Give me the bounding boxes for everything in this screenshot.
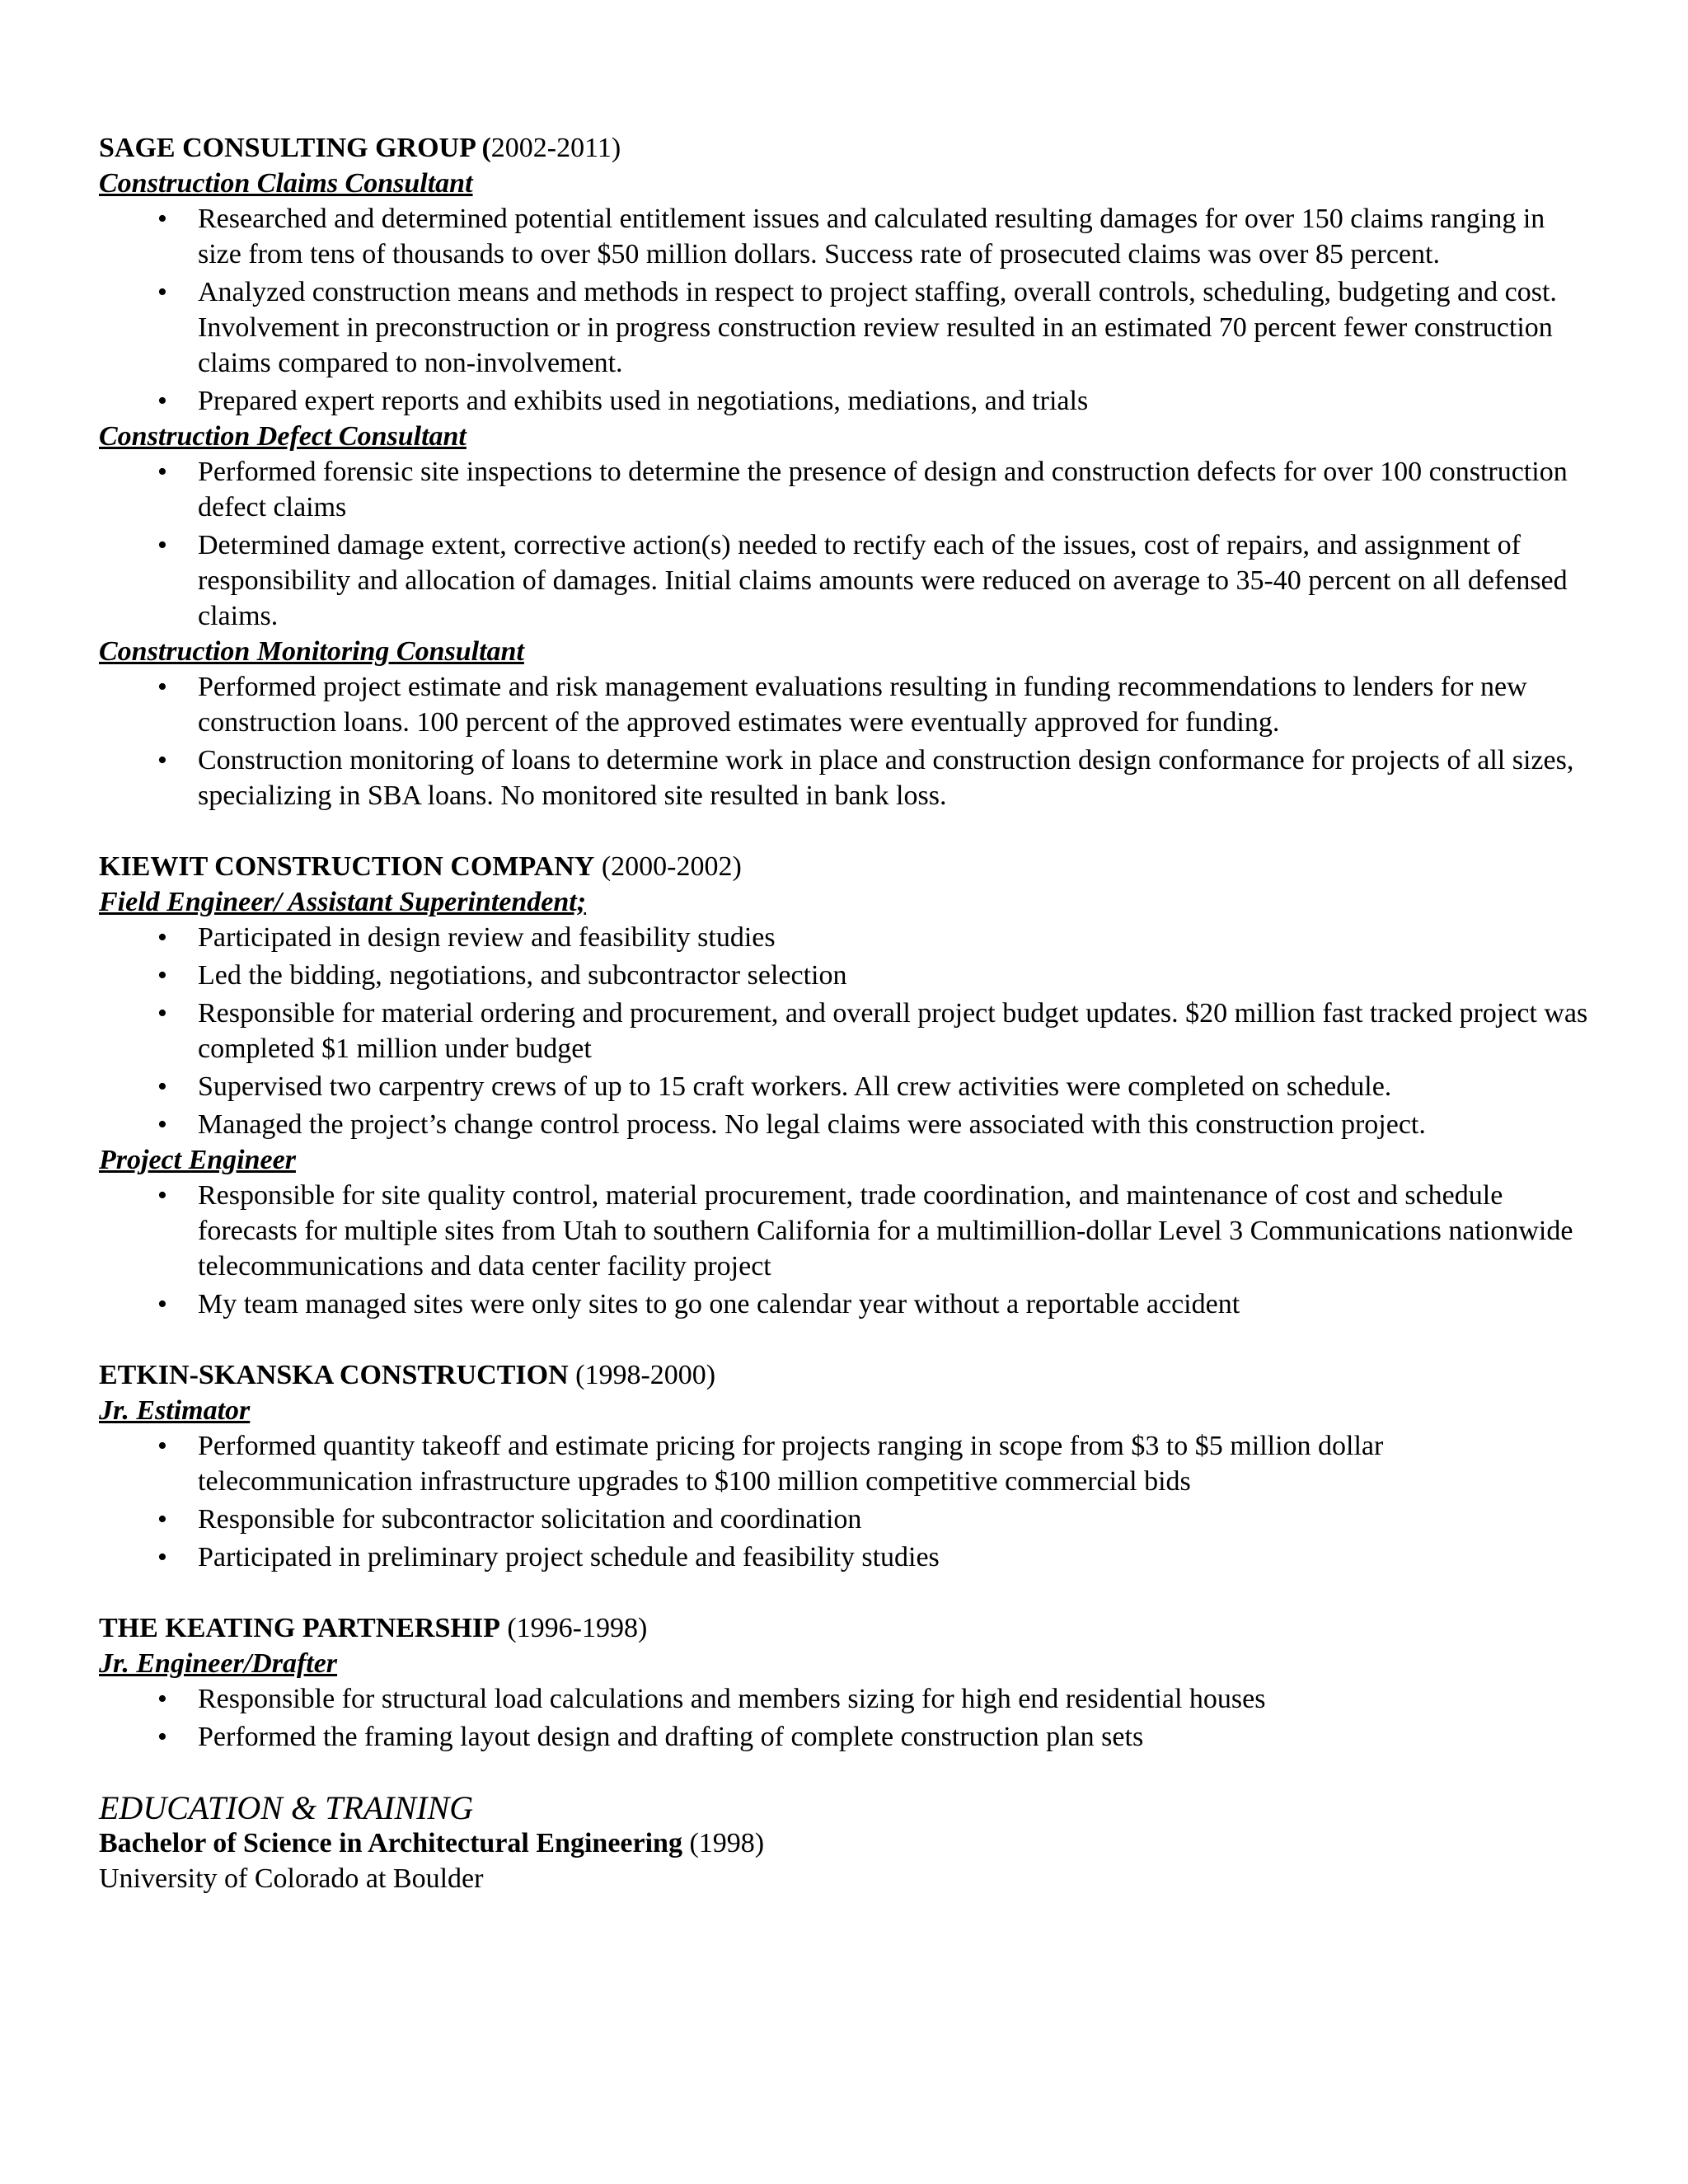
- bullet-list: [99, 1178, 1591, 1322]
- bullet-icon: •: [157, 1722, 167, 1752]
- bullet-icon: •: [157, 1071, 167, 1102]
- list-item: [99, 1502, 1591, 1537]
- bullet-text: Researched and determined potential entitlement issues and calculated resulting damages for over 150 claims ranging in size from tens of thousands to over $50 million dollars. Success rate of prosecuted claims was over 85 percent.: [198, 204, 1545, 269]
- role-title: Construction Claims Consultant: [99, 168, 473, 199]
- bullet-text: Participated in design review and feasibility studies: [198, 922, 776, 953]
- company-heading: [99, 849, 1591, 884]
- list-item: [99, 958, 1591, 993]
- bullet-icon: •: [157, 277, 167, 307]
- experience-list: [99, 130, 1591, 1755]
- bullet-icon: •: [157, 530, 167, 560]
- education-heading: EDUCATION & TRAINING: [99, 1789, 474, 1826]
- bullet-icon: •: [157, 1109, 167, 1140]
- list-item: [99, 996, 1591, 1066]
- bullet-text: Prepared expert reports and exhibits used in negotiations, mediations, and trials: [198, 386, 1089, 416]
- role-title: Construction Monitoring Consultant: [99, 636, 524, 667]
- company-heading: [99, 1610, 1591, 1646]
- list-item: [99, 1107, 1591, 1142]
- bullet-text: Supervised two carpentry crews of up to 15 craft workers. All crew activities were completed on schedule.: [198, 1071, 1392, 1102]
- company-name: ETKIN-SKANSKA CONSTRUCTION: [99, 1360, 569, 1390]
- company-name: KIEWIT CONSTRUCTION COMPANY: [99, 851, 595, 882]
- job-section: [99, 130, 1591, 813]
- job-section: [99, 849, 1591, 1322]
- bullet-list: [99, 454, 1591, 634]
- degree-year: (1998): [682, 1828, 765, 1858]
- bullet-icon: •: [157, 204, 167, 234]
- list-item: [99, 454, 1591, 525]
- company-dates: 2002-2011): [490, 133, 621, 163]
- bullet-icon: •: [157, 998, 167, 1029]
- job-section: [99, 1610, 1591, 1755]
- company-heading: [99, 130, 1591, 166]
- company-heading: [99, 1357, 1591, 1393]
- company-dates: (2000-2002): [594, 851, 742, 882]
- bullet-text: Performed quantity takeoff and estimate pricing for projects ranging in scope from $3 to $5 million dollar telecommunication infrastructure upgrades to $100 million competitive commercial bids: [198, 1431, 1384, 1497]
- bullet-icon: •: [157, 1180, 167, 1211]
- list-item: [99, 527, 1591, 634]
- role-title: Field Engineer/ Assistant Superintendent;: [99, 887, 587, 917]
- bullet-text: Performed forensic site inspections to determine the presence of design and construction defects for over 100 construction defect claims: [198, 457, 1568, 523]
- bullet-icon: •: [157, 457, 167, 487]
- list-item: [99, 201, 1591, 272]
- school-name: University of Colorado at Boulder: [99, 1863, 484, 1894]
- list-item: [99, 1286, 1591, 1322]
- bullet-text: Responsible for structural load calculations and members sizing for high end residential houses: [198, 1684, 1266, 1714]
- bullet-icon: •: [157, 386, 167, 416]
- company-name: SAGE CONSULTING GROUP (: [99, 133, 491, 163]
- bullet-text: Managed the project’s change control process. No legal claims were associated with this construction project.: [198, 1109, 1426, 1140]
- degree-name: Bachelor of Science in Architectural Engineering: [99, 1828, 682, 1858]
- bullet-icon: •: [157, 672, 167, 702]
- list-item: [99, 1719, 1591, 1755]
- degree-line: [99, 1825, 1591, 1861]
- bullet-icon: •: [157, 960, 167, 991]
- list-item: [99, 1540, 1591, 1575]
- bullet-list: [99, 1428, 1591, 1575]
- list-item: [99, 1428, 1591, 1499]
- bullet-text: Participated in preliminary project schedule and feasibility studies: [198, 1542, 940, 1572]
- bullet-icon: •: [157, 922, 167, 953]
- bullet-icon: •: [157, 1684, 167, 1714]
- list-item: [99, 1681, 1591, 1717]
- list-item: [99, 920, 1591, 955]
- role-title: Construction Defect Consultant: [99, 421, 467, 452]
- company-name: THE KEATING PARTNERSHIP: [99, 1613, 500, 1643]
- list-item: [99, 743, 1591, 813]
- bullet-icon: •: [157, 1504, 167, 1535]
- bullet-icon: •: [157, 1431, 167, 1461]
- bullet-list: [99, 1681, 1591, 1755]
- role-title: Jr. Engineer/Drafter: [99, 1648, 338, 1679]
- list-item: [99, 383, 1591, 419]
- bullet-icon: •: [157, 1542, 167, 1572]
- bullet-list: [99, 920, 1591, 1142]
- company-dates: (1996-1998): [499, 1613, 648, 1643]
- bullet-icon: •: [157, 1289, 167, 1319]
- list-item: [99, 274, 1591, 381]
- bullet-list: [99, 669, 1591, 813]
- resume-content: [99, 130, 1591, 1896]
- list-item: [99, 1069, 1591, 1104]
- bullet-list: [99, 201, 1591, 419]
- bullet-text: Responsible for material ordering and procurement, and overall project budget updates. $20 million fast tracked project was completed $1 million under budget: [198, 998, 1588, 1064]
- education-section: [99, 1790, 1591, 1896]
- bullet-text: Performed the framing layout design and drafting of complete construction plan sets: [198, 1722, 1144, 1752]
- bullet-text: Responsible for subcontractor solicitation and coordination: [198, 1504, 862, 1535]
- job-section: [99, 1357, 1591, 1575]
- role-title: Project Engineer: [99, 1145, 296, 1175]
- bullet-text: Analyzed construction means and methods in respect to project staffing, overall controls, scheduling, budgeting and cost. Involvement in preconstruction or in progress construction review resulted in an estimated 70 percent fewer construction claims compared to non-involvement.: [198, 277, 1557, 378]
- bullet-icon: •: [157, 745, 167, 776]
- bullet-text: Responsible for site quality control, material procurement, trade coordination, and maintenance of cost and schedule forecasts for multiple sites from Utah to southern California for a multimillion-dollar Level 3 Communications nationwide telecommunications and data center facility project: [198, 1180, 1573, 1282]
- role-title: Jr. Estimator: [99, 1395, 251, 1426]
- bullet-text: Construction monitoring of loans to determine work in place and construction design conformance for projects of all sizes, specializing in SBA loans. No monitored site resulted in bank loss.: [198, 745, 1574, 811]
- list-item: [99, 669, 1591, 740]
- bullet-text: Led the bidding, negotiations, and subcontractor selection: [198, 960, 847, 991]
- bullet-text: Determined damage extent, corrective action(s) needed to rectify each of the issues, cost of repairs, and assignment of responsibility and allocation of damages. Initial claims amounts were reduced on average to 35-40 percent on all defensed claims.: [198, 530, 1568, 631]
- company-dates: (1998-2000): [568, 1360, 716, 1390]
- bullet-text: Performed project estimate and risk management evaluations resulting in funding recommendations to lenders for new construction loans. 100 percent of the approved estimates were eventually approved for funding.: [198, 672, 1527, 738]
- bullet-text: My team managed sites were only sites to go one calendar year without a reportable accident: [198, 1289, 1240, 1319]
- list-item: [99, 1178, 1591, 1284]
